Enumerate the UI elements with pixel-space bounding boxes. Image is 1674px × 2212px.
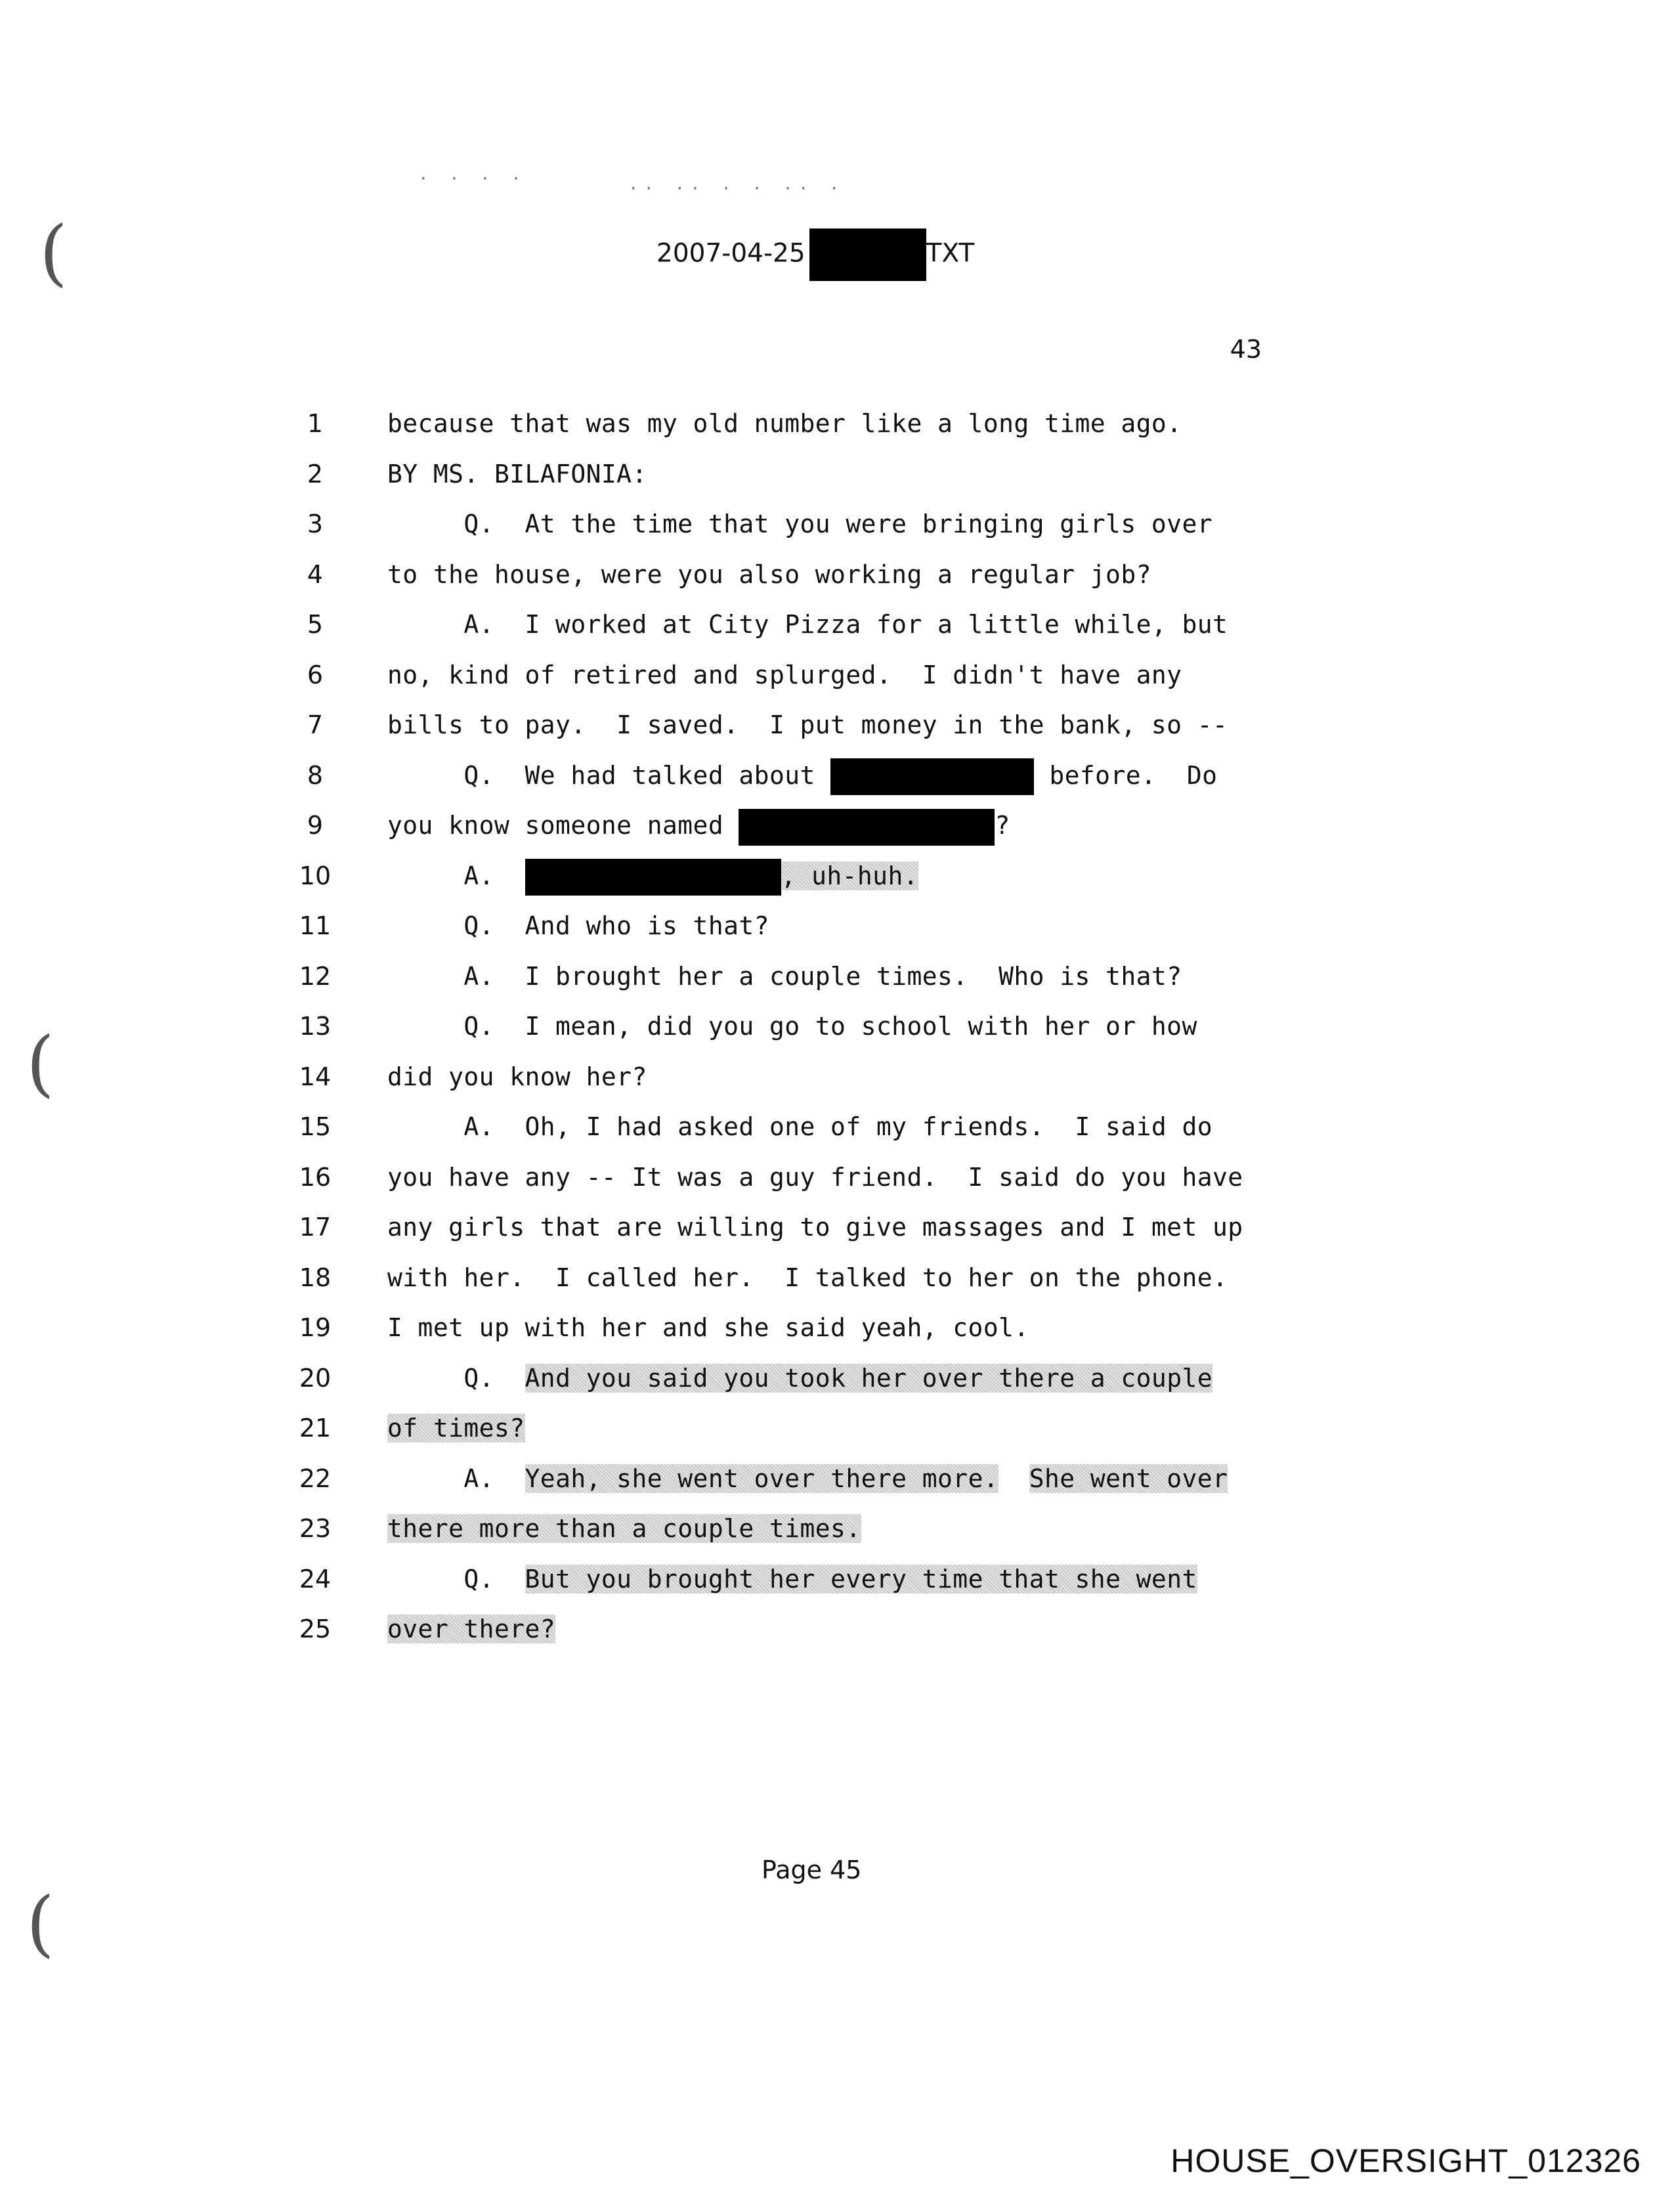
line-number: 13 <box>299 1012 332 1041</box>
text-segment: you have any -- It was a guy friend. I said do you have <box>387 1162 1243 1192</box>
line-number: 23 <box>299 1514 332 1543</box>
highlighted-text: Yeah, she went over there more. <box>525 1464 999 1493</box>
scan-artifact: · · · · <box>420 167 528 190</box>
line-number: 22 <box>299 1464 332 1493</box>
line-number: 8 <box>307 760 324 790</box>
line-text <box>387 1007 1197 1046</box>
line-text <box>387 705 1228 745</box>
redaction-box <box>739 809 995 846</box>
line-text <box>387 1057 647 1096</box>
line-number: 21 <box>299 1414 332 1442</box>
highlighted-text: , uh-huh. <box>781 861 919 890</box>
line-number: 3 <box>307 510 324 538</box>
line-number: 4 <box>307 559 324 589</box>
line-text <box>387 856 918 896</box>
highlighted-text: She went over <box>1029 1464 1228 1493</box>
footer-page-label: Page 45 <box>762 1855 862 1884</box>
line-text <box>387 1158 1243 1197</box>
line-text <box>387 1459 1228 1498</box>
line-text <box>387 1358 1213 1398</box>
text-segment: Q. And who is that? <box>387 911 769 940</box>
text-segment: Q. At the time that you were bringing girls over <box>387 510 1213 538</box>
line-text <box>387 1509 861 1548</box>
line-number: 9 <box>307 811 324 840</box>
bates-number: HOUSE_OVERSIGHT_012326 <box>1170 2142 1641 2179</box>
line-text <box>387 454 647 494</box>
text-segment: A. I brought her a couple times. Who is that? <box>387 961 1182 991</box>
text-segment: Q. We had talked about <box>387 760 831 790</box>
text-segment: with her. I called her. I talked to her on the phone. <box>387 1263 1228 1292</box>
text-segment: A. <box>387 861 525 890</box>
highlighted-text: over there? <box>387 1615 556 1643</box>
line-number: 18 <box>299 1263 332 1292</box>
transcript-page-number: 43 <box>1230 335 1262 364</box>
text-segment: to the house, were you also working a regular job? <box>387 559 1151 589</box>
text-segment: Q. <box>387 1564 525 1594</box>
text-segment: A. I worked at City Pizza for a little while, but <box>387 610 1228 639</box>
highlighted-text: there more than a couple times. <box>387 1514 861 1543</box>
highlighted-text: of times? <box>387 1414 525 1442</box>
scan-mark: ( <box>26 1021 54 1105</box>
line-number: 1 <box>307 409 324 438</box>
header-suffix: TXT <box>926 238 975 269</box>
text-segment: bills to pay. I saved. I put money in the bank, so -- <box>387 710 1228 739</box>
line-number: 12 <box>299 961 332 991</box>
line-number: 25 <box>299 1615 332 1643</box>
line-number: 14 <box>299 1062 332 1091</box>
text-segment: before. Do <box>1034 760 1218 790</box>
line-text <box>387 404 1182 443</box>
line-number: 15 <box>299 1112 332 1141</box>
line-number: 10 <box>299 861 332 890</box>
text-segment: Q. <box>387 1363 525 1393</box>
line-number: 16 <box>299 1162 332 1192</box>
line-number: 24 <box>299 1564 332 1594</box>
scan-artifact: ·· ·· · · ·· · <box>630 177 847 200</box>
text-segment: because that was my old number like a long time ago. <box>387 409 1182 438</box>
line-text <box>387 1308 1029 1347</box>
line-number: 19 <box>299 1313 332 1342</box>
line-text <box>387 756 1217 796</box>
text-segment: did you know her? <box>387 1062 647 1091</box>
text-segment: you know someone named <box>387 811 739 840</box>
text-segment: I met up with her and she said yeah, cool. <box>387 1313 1029 1342</box>
redaction-box <box>830 758 1034 795</box>
line-number: 5 <box>307 610 324 639</box>
text-segment <box>998 1464 1029 1493</box>
line-number: 6 <box>307 660 324 689</box>
line-text <box>387 906 769 945</box>
line-number: 17 <box>299 1213 332 1242</box>
text-segment: A. <box>387 1464 525 1493</box>
line-text <box>387 1107 1213 1146</box>
line-text <box>387 806 1010 846</box>
text-segment: BY MS. BILAFONIA: <box>387 459 647 488</box>
line-text <box>387 1408 525 1448</box>
line-text <box>387 1609 555 1649</box>
text-segment: Q. I mean, did you go to school with her or how <box>387 1012 1197 1041</box>
document-header <box>656 228 974 281</box>
scan-mark: ( <box>26 1881 54 1965</box>
text-segment: A. Oh, I had asked one of my friends. I said do <box>387 1112 1213 1141</box>
line-text <box>387 504 1213 544</box>
line-number: 7 <box>307 710 324 739</box>
text-segment: ? <box>995 811 1010 840</box>
text-segment: no, kind of retired and splurged. I didn't have any <box>387 660 1182 689</box>
redaction-box <box>525 859 781 896</box>
line-number: 11 <box>299 911 332 940</box>
line-text <box>387 605 1228 644</box>
highlighted-text: But you brought her every time that she went <box>525 1564 1197 1594</box>
header-date: 2007-04-25 <box>656 238 805 269</box>
line-number: 2 <box>307 459 324 488</box>
scan-mark: ( <box>39 210 68 294</box>
line-text <box>387 1258 1228 1297</box>
line-number: 20 <box>299 1363 332 1393</box>
line-text <box>387 1207 1243 1247</box>
line-text <box>387 555 1151 594</box>
line-text <box>387 1559 1197 1599</box>
redaction-box <box>809 228 926 281</box>
line-text <box>387 655 1182 695</box>
highlighted-text: And you said you took her over there a couple <box>525 1363 1213 1393</box>
text-segment: any girls that are willing to give massages and I met up <box>387 1213 1243 1242</box>
line-text <box>387 957 1182 996</box>
